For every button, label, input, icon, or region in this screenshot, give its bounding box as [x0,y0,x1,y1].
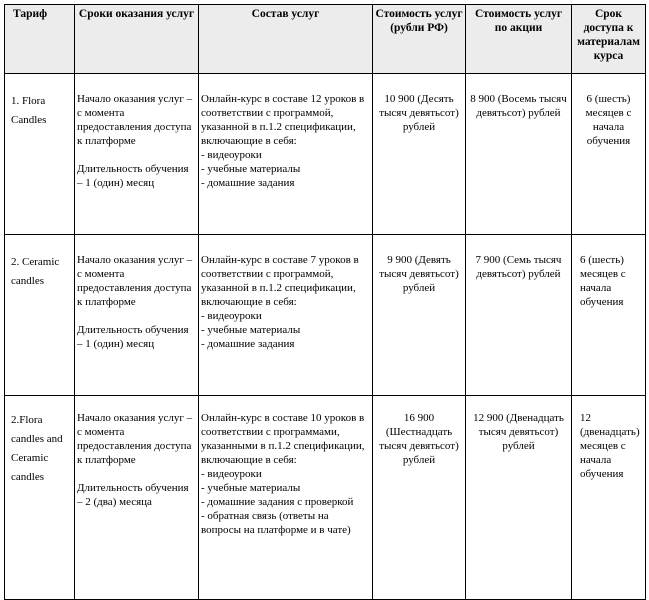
promo-price-cell: 12 900 (Двенадцать тысяч девятьсот) рублей [466,396,572,600]
terms-start: Начало оказания услуг – с момента предоставления доступа к платформе [77,93,193,147]
terms-cell [75,396,199,600]
terms-start: Начало оказания услуг – с момента предоставления доступа к платформе [77,254,193,308]
composition-item: - учебные материалы [201,482,301,494]
header-row [5,5,646,74]
composition-item: - домашние задания с проверкой [201,496,354,508]
table-row [5,396,646,600]
header-access: Срок доступа к материалам курса [572,5,646,74]
tariffs-table [4,4,646,600]
composition-intro: Онлайн-курс в составе 12 уроков в соответствии с программой, указанной в п.1.2 спецификации, включающие в себя: [201,93,365,147]
access-cell: 6 (шесть) месяцев с начала обучения [572,74,646,235]
composition-cell [199,74,373,235]
tariff-name: 2. Ceramic candles [5,235,75,396]
composition-item: - домашние задания [201,338,295,350]
promo-price-cell: 7 900 (Семь тысяч девятьсот) рублей [466,235,572,396]
tariff-name: 2.Flora candles and Ceramic candles [5,396,75,600]
composition-item: - видеоуроки [201,149,262,161]
composition-intro: Онлайн-курс в составе 7 уроков в соответствии с программой, указанной в п.1.2 спецификации, включающие в себя: [201,254,359,308]
composition-intro: Онлайн-курс в составе 10 уроков в соответствии с программами, указанными в п.1.2 спецификации, включающие в себя: [201,412,365,466]
terms-duration: Длительность обучения – 2 (два) месяца [77,482,189,508]
header-tariff: Тариф [5,5,75,74]
terms-duration: Длительность обучения – 1 (один) месяц [77,163,189,189]
access-cell: 6 (шесть) месяцев с начала обучения [572,235,646,396]
composition-cell [199,235,373,396]
table-row [5,74,646,235]
composition-item: - учебные материалы [201,163,301,175]
composition-item: - видеоуроки [201,468,262,480]
composition-item: - домашние задания [201,177,295,189]
terms-cell [75,235,199,396]
composition-item: - учебные материалы [201,324,301,336]
terms-start: Начало оказания услуг – с момента предоставления доступа к платформе [77,412,193,466]
price-cell: 9 900 (Девять тысяч девятьсот) рублей [373,235,466,396]
promo-price-cell: 8 900 (Восемь тысяч девятьсот) рублей [466,74,572,235]
price-cell: 16 900 (Шестнадцать тысяч девятьсот) рублей [373,396,466,600]
header-terms: Сроки оказания услуг [75,5,199,74]
composition-item: - видеоуроки [201,310,262,322]
terms-duration: Длительность обучения – 1 (один) месяц [77,324,189,350]
composition-cell [199,396,373,600]
access-cell: 12 (двенадцать) месяцев с начала обучения [572,396,646,600]
table-row [5,235,646,396]
composition-item: - обратная связь (ответы на вопросы на платформе и в чате) [201,510,351,536]
header-promo-price: Стоимость услуг по акции [466,5,572,74]
tariff-name: 1. Flora Candles [5,74,75,235]
price-cell: 10 900 (Десять тысяч девятьсот) рублей [373,74,466,235]
header-price: Стоимость услуг (рубли РФ) [373,5,466,74]
terms-cell [75,74,199,235]
header-composition: Состав услуг [199,5,373,74]
